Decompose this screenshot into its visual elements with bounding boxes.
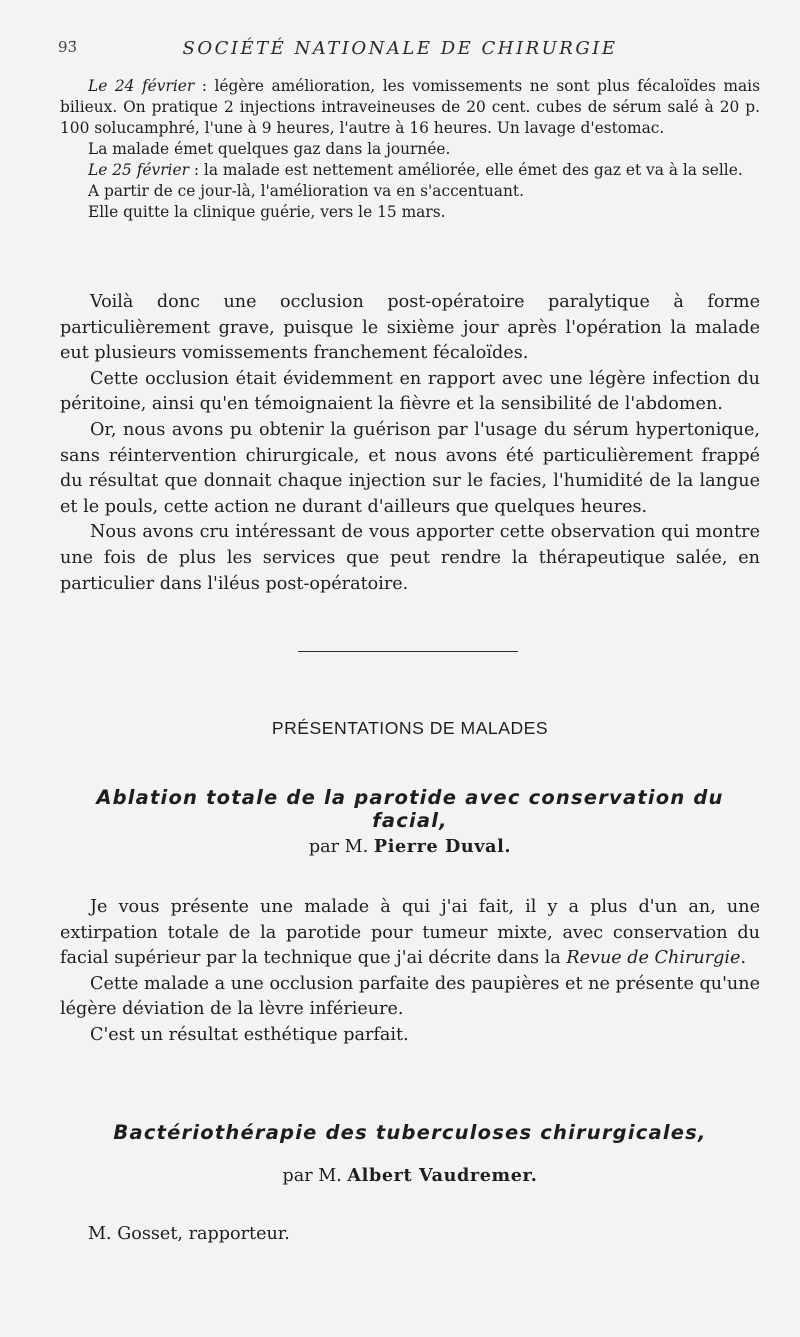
body-paragraph: C'est un résultat esthétique parfait. xyxy=(90,1024,409,1045)
author-name: Pierre Duval. xyxy=(373,836,512,857)
article-byline: par M. Albert Vaudremer. xyxy=(282,1165,538,1186)
journal-title: Revue de Chirurgie xyxy=(566,948,741,969)
observation-paragraph: Elle quitte la clinique guérie, vers le 15 mars. xyxy=(88,203,446,221)
observation-block xyxy=(60,76,760,223)
author-name: Albert Vaudremer. xyxy=(347,1165,538,1186)
discussion-block xyxy=(60,290,760,597)
discussion-paragraph: Voilà donc une occlusion post-opératoire paralytique à forme particulièrement grave, puisque le sixième jour après l'opération la malade eut plusieurs vomissements franchement fécaloïdes. xyxy=(60,292,760,364)
rapporteur-line: M. Gosset, rapporteur. xyxy=(88,1224,290,1244)
discussion-paragraph: Nous avons cru intéressant de vous apporter cette observation qui montre une fois de plus les services que peut rendre la thérapeutique salée, en particulier dans l'iléus post-opératoire. xyxy=(60,522,760,594)
discussion-paragraph: Or, nous avons pu obtenir la guérison par l'usage du sérum hypertonique, sans réintervention chirurgicale, et nous avons été particulièrement frappé du résultat que donnait chaque injection sur le facies, l'humidité de la langue et le pouls, cette action ne durant d'ailleurs que quelques heures. xyxy=(60,419,760,517)
section-divider xyxy=(298,651,518,652)
observation-date: Le 25 février xyxy=(88,161,189,179)
article-title: Bactériothérapie des tuberculoses chirurgicales, xyxy=(113,1121,707,1144)
observation-date: Le 24 février xyxy=(88,77,195,95)
observation-paragraph: La malade émet quelques gaz dans la journée. xyxy=(88,140,451,158)
presentation-body xyxy=(60,895,760,1049)
body-paragraph: Je vous présente une malade à qui j'ai fait, il y a plus d'un an, une extirpation totale de la parotide pour tumeur mixte, avec conservation du facial supérieur par la technique que j'ai décrite dans la Revue de Chirurgie. xyxy=(60,897,760,969)
body-paragraph: Cette malade a une occlusion parfaite des paupières et ne présente qu'une légère déviation de la lèvre inférieure. xyxy=(60,973,760,1020)
page-number: 93̄ xyxy=(58,38,78,56)
running-head xyxy=(58,38,742,62)
running-title: SOCIÉTÉ NATIONALE DE CHIRURGIE xyxy=(182,38,618,59)
article-byline: par M. Pierre Duval. xyxy=(308,836,512,857)
discussion-paragraph: Cette occlusion était évidemment en rapport avec une légère infection du péritoine, ainsi qu'en témoignaient la fièvre et la sensibilité de l'abdomen. xyxy=(60,368,760,415)
observation-paragraph: Le 25 février : la malade est nettement améliorée, elle émet des gaz et va à la selle. xyxy=(88,161,743,179)
observation-paragraph: A partir de ce jour-là, l'amélioration va en s'accentuant. xyxy=(88,182,524,200)
observation-paragraph: Le 24 février : légère amélioration, les vomissements ne sont plus fécaloïdes mais bilieux. On pratique 2 injections intraveineuses de 20 cent. cubes de sérum salé à 20 p. 100 solucamphré, l'une à 9 heures, l'autre à 16 heures. Un lavage d'estomac. xyxy=(60,77,760,137)
article-title: Ablation totale de la parotide avec conservation du facial, xyxy=(96,786,724,832)
section-heading: PRÉSENTATIONS DE MALADES xyxy=(271,718,549,738)
